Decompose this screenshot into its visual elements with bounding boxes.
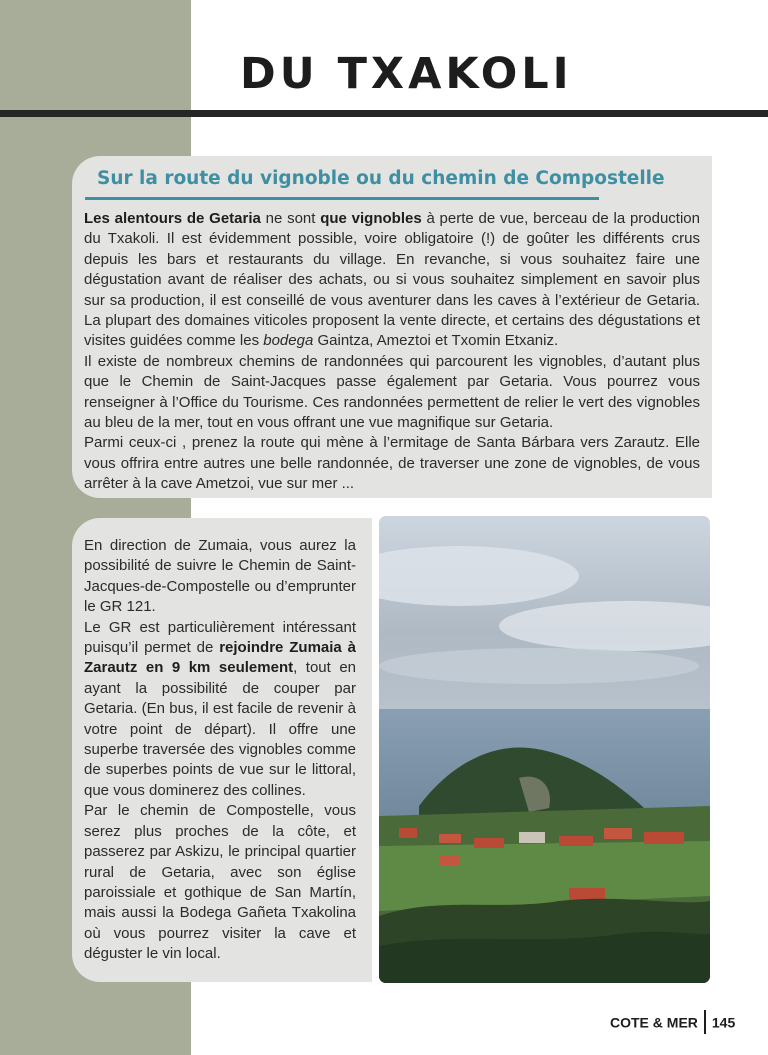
bold-text: rejoindre Zumaia à Zarautz en 9 km seulement	[84, 639, 356, 677]
title-divider	[0, 110, 768, 117]
text: Le GR est particulièrement intéressant puisqu’il permet de	[84, 618, 356, 657]
footer-separator	[704, 1010, 706, 1034]
paragraph	[84, 209, 700, 352]
magazine-name: COTE & MER	[610, 1014, 698, 1031]
article-body-top	[84, 209, 700, 495]
paragraph: Il existe de nombreux chemins de randonnées qui parcourent les vignobles, d’autant plus que le Chemin de Saint-Jacques passe également par Getaria. Vous pourrez vous renseigner à l’Office du Tourisme. Ces randonnées permettent de relier le vert des vignobles au bleu de la mer, tout en vous offrant une vue magnifique sur Getaria.	[84, 352, 700, 432]
text: Gaintza, Ameztoi et Txomin Etxaniz.	[313, 332, 559, 350]
section-subtitle: Sur la route du vignoble ou du chemin de Compostelle	[97, 168, 665, 189]
paragraph	[84, 618, 356, 802]
text: , tout en ayant la possibilité de couper par Getaria. (En bus, il est facile de revenir à votre point de départ). Il offre une superbe traversée des vignobles comme de superbes points de vue sur le littoral, que vous dominerez des collines.	[84, 659, 356, 799]
text: à perte de vue, berceau de la production du Txakoli. Il est évidemment possible, voire obligatoire (!) de goûter les différents crus depuis les bars et restaurants du village. En revanche, si vous souhaitez faire une dégustation avant de réaliser des achats, ou si vous souhaitez simplement en savoir plus sur sa production, il est conseillé de vous aventurer dans les caves à l’extérieur de Getaria. La plupart des domaines viticoles proposent la vente directe, et certains des dégustations et visites guidées comme les	[84, 210, 700, 350]
paragraph: En direction de Zumaia, vous aurez la possibilité de suivre le Chemin de Saint-Jacques-de-Compostelle ou d’emprunter le GR 121.	[84, 537, 356, 616]
text: ne sont	[260, 210, 321, 227]
italic-text: bodega	[263, 332, 314, 350]
paragraph: Parmi ceux-ci , prenez la route qui mène à l’ermitage de Santa Bárbara vers Zarautz. Elle vous offrira entre autres une belle randonnée, de traverser une zone de vignobles, de vous arrêter à la cave Ametzoi, vue sur mer ...	[84, 434, 700, 493]
subtitle-underline	[85, 197, 599, 200]
article-body-bottom	[84, 536, 356, 965]
bold-text: Les alentours de Getaria	[84, 210, 261, 227]
paragraph: Par le chemin de Compostelle, vous serez plus proches de la côte, et passerez par Askizu, le principal quartier rural de Getaria, avec son église paroissiale et gothique de San Martín, mais aussi la Bodega Gañeta Txakolina où vous pourrez visiter la cave et déguster le vin local.	[84, 802, 356, 963]
page-footer	[610, 1012, 735, 1036]
page-number: 145	[711, 1014, 736, 1031]
page-title: DU TXAKOLI	[240, 49, 573, 99]
landscape-photo	[379, 516, 710, 983]
bold-text: que vignobles	[320, 210, 422, 227]
